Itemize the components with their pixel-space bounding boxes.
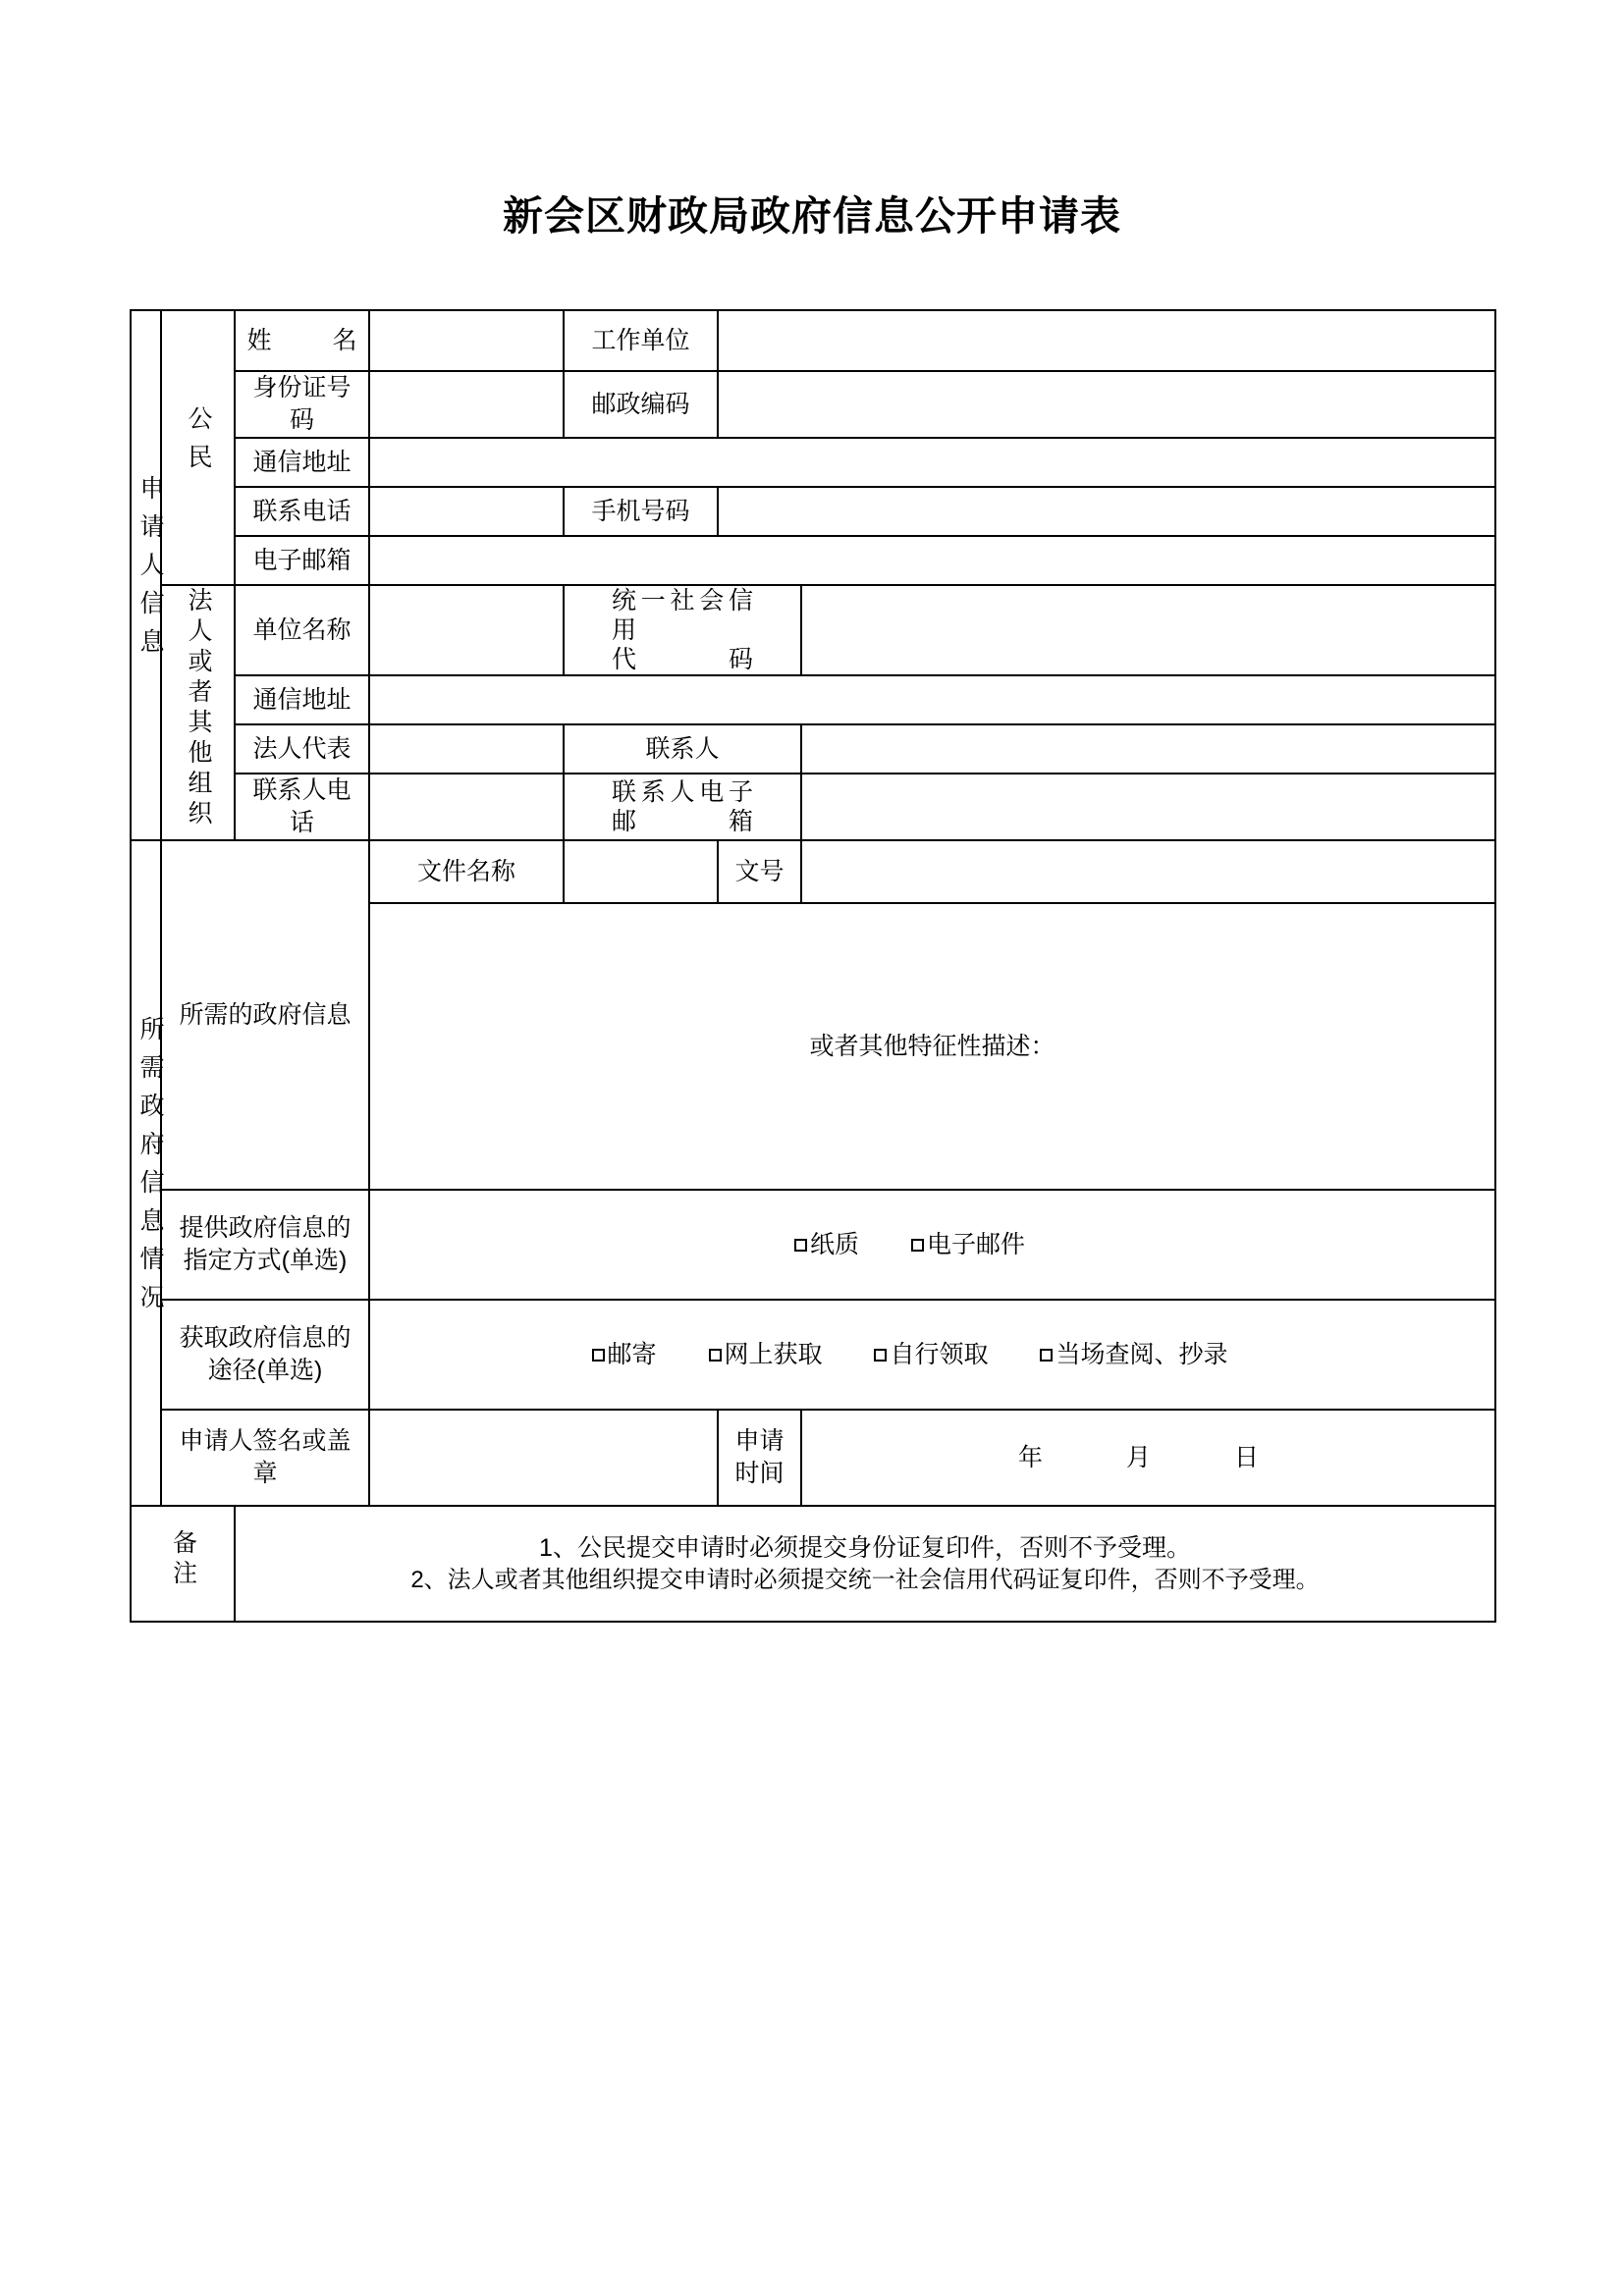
label-name: 姓 名 [235, 310, 369, 371]
input-contact-person-phone[interactable] [369, 774, 564, 840]
table-row-citizen-address [131, 438, 1495, 487]
input-citizen-email[interactable] [369, 536, 1495, 585]
input-work-unit[interactable] [718, 310, 1495, 371]
checkbox-icon[interactable] [911, 1239, 924, 1252]
label-org-address: 通信地址 [235, 675, 369, 724]
table-row-citizen-email [131, 536, 1495, 585]
option-label: 网上获取 [724, 1340, 823, 1368]
checkbox-option-email[interactable] [911, 1229, 1025, 1261]
label-contact-person-phone: 联系人电话 [235, 774, 369, 840]
remark-note-1: 1、公民提交申请时必须提交身份证复印件，否则不予受理。 [539, 1533, 1191, 1562]
input-contact-phone[interactable] [369, 487, 564, 536]
table-row-remarks [131, 1506, 1495, 1622]
label-credit-code: 统一社会信用 代 码 [564, 585, 801, 675]
input-org-name[interactable] [369, 585, 564, 675]
checkbox-option-mail[interactable] [592, 1339, 657, 1371]
input-file-name[interactable] [564, 840, 718, 903]
label-provision-method: 提供政府信息的指定方式(单选) [161, 1190, 369, 1300]
legal-person-group-text: 法人或者其他组织 [185, 586, 212, 830]
input-contact-person[interactable] [801, 724, 1495, 774]
checkbox-icon[interactable] [874, 1349, 887, 1362]
input-credit-code[interactable] [801, 585, 1495, 675]
applicant-info-vertical-label [131, 310, 164, 840]
table-row-provision-method [131, 1190, 1495, 1300]
applicant-info-vertical-text: 申请人信息 [136, 475, 164, 667]
option-label: 纸质 [810, 1230, 860, 1258]
remark-note-2: 2、法人或者其他组织提交申请时必须提交统一社会信用代码证复印件，否则不予受理。 [410, 1566, 1320, 1593]
table-row-legal-rep [131, 724, 1495, 774]
checkbox-icon[interactable] [592, 1349, 605, 1362]
checkbox-option-online[interactable] [709, 1339, 823, 1371]
checkbox-option-pickup[interactable] [874, 1339, 988, 1371]
citizen-group-label [161, 310, 235, 585]
label-citizen-email: 电子邮箱 [235, 536, 369, 585]
checkbox-option-paper[interactable] [794, 1229, 859, 1261]
acquisition-channel-options [369, 1300, 1495, 1410]
table-row-acquisition-channel [131, 1300, 1495, 1410]
input-doc-number[interactable] [801, 840, 1495, 903]
requested-info-vertical-label [131, 840, 164, 1506]
label-citizen-address: 通信地址 [235, 438, 369, 487]
table-row-citizen-id [131, 371, 1495, 438]
remarks-vertical-text: 备注 [169, 1528, 197, 1590]
input-id-number[interactable] [369, 371, 564, 438]
input-signature[interactable] [369, 1410, 718, 1506]
input-mobile-number[interactable] [718, 487, 1495, 536]
citizen-group-text: 公民 [185, 404, 212, 482]
label-work-unit: 工作单位 [564, 310, 718, 371]
option-label: 电子邮件 [926, 1230, 1025, 1258]
input-contact-person-email[interactable] [801, 774, 1495, 840]
remarks-vertical-label [131, 1506, 235, 1622]
requested-info-vertical-text: 所需政府信息情况 [136, 1015, 164, 1322]
label-contact-person: 联系人 [564, 724, 801, 774]
label-org-name: 单位名称 [235, 585, 369, 675]
label-legal-rep: 法人代表 [235, 724, 369, 774]
input-application-date[interactable]: 年 月 日 [801, 1410, 1495, 1506]
input-name[interactable] [369, 310, 564, 371]
checkbox-icon[interactable] [1040, 1349, 1053, 1362]
description-label: 或者其他特征性描述： [809, 1032, 1056, 1060]
table-row-file-name [131, 840, 1495, 903]
table-row-org-address [131, 675, 1495, 724]
input-postal-code[interactable] [718, 371, 1495, 438]
table-row-org-name [131, 585, 1495, 675]
option-label: 邮寄 [607, 1340, 657, 1368]
label-id-number: 身份证号码 [235, 371, 369, 438]
label-application-date: 申请时间 [718, 1410, 801, 1506]
input-legal-rep[interactable] [369, 724, 564, 774]
checkbox-icon[interactable] [794, 1239, 807, 1252]
label-contact-phone: 联系电话 [235, 487, 369, 536]
option-label: 当场查阅、抄录 [1056, 1340, 1228, 1368]
label-doc-number: 文号 [718, 840, 801, 903]
label-requested-info: 所需的政府信息 [161, 840, 369, 1190]
page-title: 新会区财政局政府信息公开申请表 [503, 193, 1121, 239]
table-row-citizen-phone [131, 487, 1495, 536]
label-file-name: 文件名称 [369, 840, 564, 903]
checkbox-option-onsite-read[interactable] [1040, 1339, 1227, 1371]
description-area[interactable] [369, 903, 1495, 1190]
remarks-content [235, 1506, 1495, 1622]
input-org-address[interactable] [369, 675, 1495, 724]
table-row-contact-phone [131, 774, 1495, 840]
label-mobile-number: 手机号码 [564, 487, 718, 536]
option-label: 自行领取 [890, 1340, 989, 1368]
application-form-table [130, 309, 1496, 1623]
legal-person-group-label [161, 585, 235, 840]
checkbox-icon[interactable] [709, 1349, 722, 1362]
label-postal-code: 邮政编码 [564, 371, 718, 438]
table-row-citizen-name [131, 310, 1495, 371]
input-citizen-address[interactable] [369, 438, 1495, 487]
label-signature: 申请人签名或盖章 [161, 1410, 369, 1506]
provision-method-options [369, 1190, 1495, 1300]
label-contact-person-email: 联系人电子 邮 箱 [564, 774, 801, 840]
table-row-signature [131, 1410, 1495, 1506]
label-acquisition-channel: 获取政府信息的途径(单选) [161, 1300, 369, 1410]
